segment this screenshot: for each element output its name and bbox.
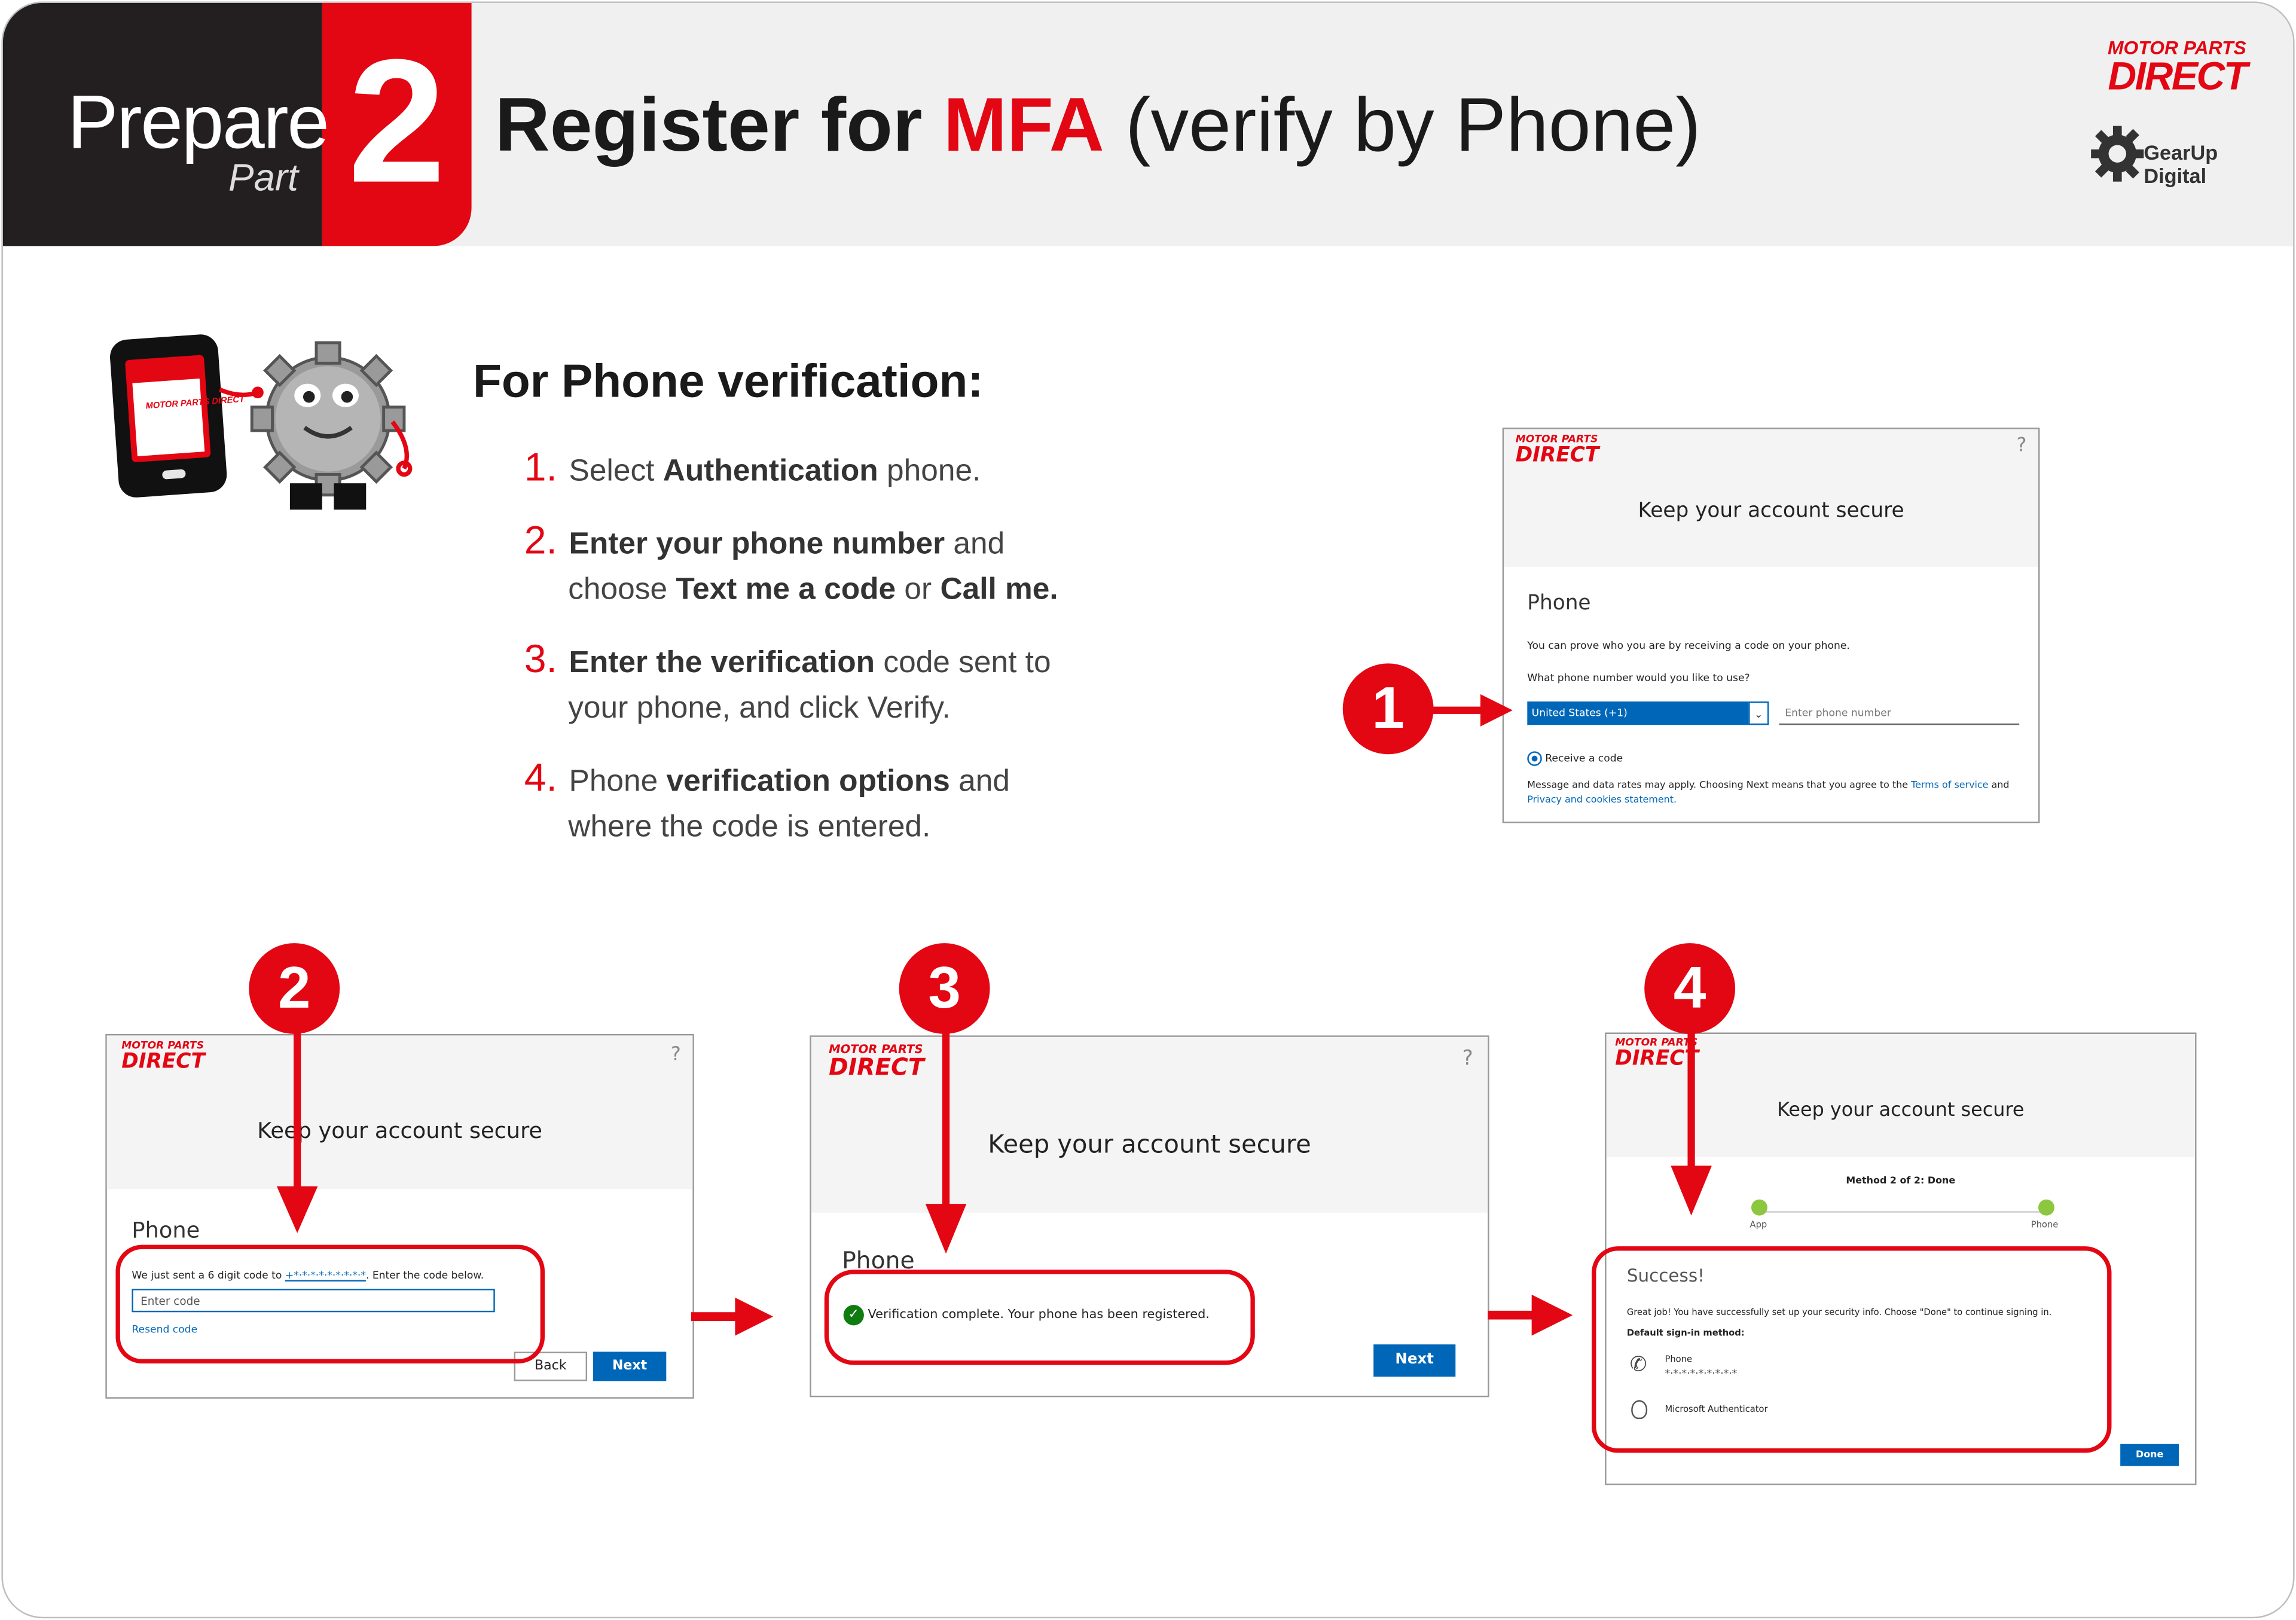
highlight-box	[825, 1270, 1255, 1365]
gearup-digital-logo	[2088, 120, 2249, 193]
step-number: 1.	[524, 445, 557, 489]
step-4: 4. Phone verification options and where the code is entered.	[524, 755, 1010, 844]
masked-phone-number: +*·*·*·*·*·*·*·*·*	[285, 1270, 366, 1282]
step-number: 4.	[524, 755, 557, 800]
brand-logo: MOTOR PARTS DIRECT	[1515, 433, 1599, 468]
method-phone-masked: *·*·*·*·*·*·*·*·*	[1665, 1368, 1738, 1380]
fine-print: Message and data rates may apply. Choosing Next means that you agree to the Terms of service and Privacy and cookies statement.	[1527, 779, 2010, 806]
done-button[interactable]: Done	[2120, 1444, 2179, 1466]
step-badge-3: 3	[899, 943, 990, 1034]
method-phone-label: Phone	[1665, 1354, 1693, 1365]
part-label: Part	[228, 155, 298, 200]
section-title: Phone	[842, 1246, 915, 1274]
page-title	[495, 82, 1701, 170]
default-method-label: Default sign-in method:	[1626, 1328, 1745, 1339]
checkmark-icon: ✓	[844, 1305, 864, 1325]
highlight-box	[115, 1245, 545, 1363]
privacy-link[interactable]: Privacy and cookies statement.	[1527, 794, 1677, 806]
section-title: Phone	[1527, 591, 1591, 615]
title-mfa: MFA	[943, 83, 1104, 169]
gearup-line1: GearUp	[2144, 141, 2218, 164]
step-badge-2: 2	[249, 943, 340, 1034]
phone-number-input[interactable]: Enter phone number	[1779, 701, 2020, 725]
motor-parts-direct-logo	[2071, 36, 2246, 99]
arrow-right-icon	[691, 1295, 776, 1338]
question-text: What phone number would you like to use?	[1527, 672, 1750, 684]
brand-logo: MOTOR PARTS DIRECT	[829, 1042, 924, 1081]
arrow-right-icon	[1488, 1292, 1576, 1338]
part-number: 2	[347, 23, 446, 220]
receive-code-radio[interactable]: Receive a code	[1527, 751, 1623, 765]
dialog-heading: Keep your account secure	[257, 1117, 543, 1144]
next-button[interactable]: Next	[1373, 1344, 1455, 1377]
arrow-down-icon	[1666, 1031, 1716, 1218]
chevron-down-icon: ⌄	[1748, 701, 1769, 725]
back-button[interactable]: Back	[514, 1351, 587, 1381]
code-sent-text: We just sent a 6 digit code to +*·*·*·*·*·*·*·*·*. Enter the code below.	[132, 1270, 484, 1282]
dialog-heading: Keep your account secure	[1777, 1100, 2025, 1122]
step-3: 3. Enter the verification code sent to your phone, and click Verify.	[524, 637, 1051, 725]
step-number: 2.	[524, 518, 557, 563]
description-text: You can prove who you are by receiving a code on your phone.	[1527, 640, 1850, 652]
highlight-box	[1592, 1246, 2111, 1453]
prepare-label: Prepare	[67, 80, 328, 166]
terms-link[interactable]: Terms of service	[1911, 779, 1989, 791]
arrow-down-icon	[921, 1031, 970, 1256]
resend-code-link[interactable]: Resend code	[132, 1323, 198, 1336]
progress-line	[1758, 1211, 2045, 1212]
step-complete-icon	[1751, 1200, 1767, 1216]
method-progress: Method 2 of 2: Done	[1846, 1174, 1956, 1186]
verification-complete-message: ✓ Verification complete. Your phone has been registered.	[844, 1305, 1210, 1325]
method-authenticator-label: Microsoft Authenticator	[1665, 1404, 1768, 1415]
section-title: Phone	[132, 1217, 200, 1244]
step-badge-4: 4	[1644, 943, 1735, 1034]
instructions-title: For Phone verification:	[473, 354, 984, 407]
step-number: 3.	[524, 637, 557, 681]
svg-text:MOTOR PARTS DIRECT: MOTOR PARTS DIRECT	[145, 394, 245, 411]
brand-line2: DIRECT	[2108, 54, 2246, 99]
brand-logo: MOTOR PARTS DIRECT	[121, 1039, 205, 1074]
code-input[interactable]: Enter code	[132, 1289, 494, 1312]
step-2: 2. Enter your phone number and choose Text me a code or Call me.	[524, 518, 1058, 606]
dialog-heading: Keep your account secure	[988, 1130, 1311, 1160]
brand-logo: MOTOR PARTS DIRECT	[1615, 1036, 1699, 1071]
step-complete-icon	[2038, 1200, 2054, 1216]
dialog-heading: Keep your account secure	[1638, 499, 1904, 523]
radio-selected-icon	[1527, 751, 1541, 765]
gearup-line2: Digital	[2144, 164, 2207, 188]
arrow-right-icon	[1431, 691, 1513, 730]
help-icon[interactable]: ?	[2016, 435, 2027, 457]
screenshot-phone-setup	[1503, 428, 2040, 823]
gear-mascot-illustration	[252, 343, 410, 510]
success-text: Great job! You have successfully set up your security info. Choose "Done" to continue signing in.	[1626, 1307, 2052, 1319]
title-suffix: (verify by Phone)	[1104, 83, 1701, 169]
country-code-select[interactable]: United States (+1) ⌄	[1527, 701, 1769, 725]
gear-icon	[2088, 120, 2147, 188]
phone-illustration	[109, 333, 245, 498]
phone-icon: ✆	[1629, 1353, 1647, 1377]
step-phone-label: Phone	[2031, 1220, 2059, 1231]
step-app-label: App	[1750, 1220, 1767, 1231]
help-icon[interactable]: ?	[670, 1044, 681, 1066]
help-icon[interactable]: ?	[1462, 1047, 1473, 1071]
brand-line1: MOTOR PARTS	[2108, 36, 2246, 59]
next-button[interactable]: Next	[593, 1351, 666, 1381]
card	[1, 1, 2294, 1618]
phone-and-gear-mascot-illustration	[105, 331, 428, 515]
step-1: 1. Select Authentication phone.	[524, 445, 981, 489]
success-title: Success!	[1626, 1265, 1705, 1286]
title-prefix: Register for	[494, 83, 944, 169]
step-badge-1: 1	[1343, 663, 1434, 754]
arrow-down-icon	[273, 1031, 322, 1236]
